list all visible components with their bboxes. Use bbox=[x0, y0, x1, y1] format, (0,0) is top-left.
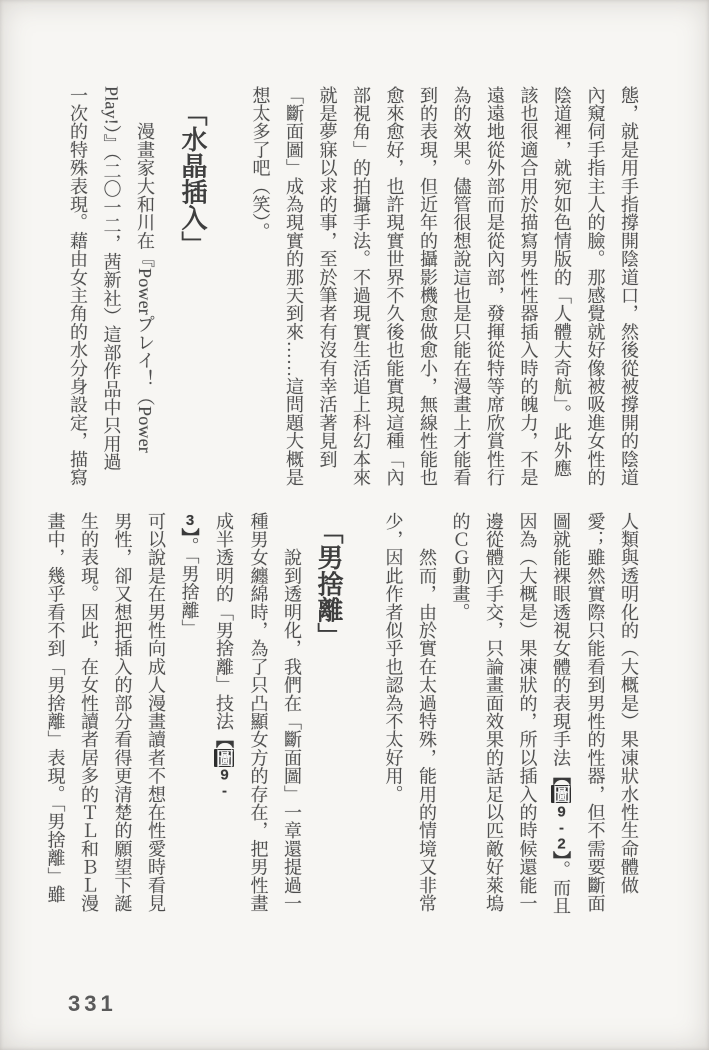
text-column: 陰道裡，就宛如色情版的「人體大奇航」。此外應 bbox=[552, 86, 572, 478]
text-column: Play!）』（二〇一二，茜新社）這部作品中只用過 bbox=[101, 86, 122, 471]
text-column: 該也很適合用於描寫男性性器插入時的魄力，不是 bbox=[518, 86, 539, 487]
section-heading-crystal-insertion: 「水晶插入」 bbox=[178, 100, 208, 258]
figure-ref-box: 圖 bbox=[551, 785, 571, 804]
text-column: 圖就能裸眼透視女體的表現手法【圖9-2】。而且 bbox=[551, 512, 571, 916]
text-column: 「斷面圖」成為現實的那天到來……這問題大概是 bbox=[284, 86, 304, 487]
text-column: 愈來愈好，也許現實世界不久後也能實現這種「內 bbox=[384, 86, 405, 487]
text-column: 畫中，幾乎看不到「男捨離」表現。「男捨離」雖 bbox=[45, 512, 66, 904]
page-number: 331 bbox=[68, 991, 117, 1016]
text-column: 一次的特殊表現。藉由女主角的水分身設定，描寫 bbox=[68, 86, 88, 487]
text-column: 少，因此作者似乎也認為不太好用。 bbox=[383, 512, 404, 804]
paragraph-continued bbox=[243, 86, 645, 490]
text-column: 的ＣＧ動畫。 bbox=[450, 512, 471, 622]
text-column: 因為（大概是）果凍狀的，所以插入的時候還能一 bbox=[517, 512, 538, 913]
text-column: 男性，卻又想把插入的部分看得更清楚的願望下誕 bbox=[112, 512, 133, 913]
text-column: 為的效果。儘管很想說這也是只能在漫畫上才能看 bbox=[451, 86, 472, 487]
text-column: 成半透明的「男捨離」技法【圖9-3】。「男捨離」 bbox=[179, 512, 234, 799]
text-block-top bbox=[61, 86, 646, 490]
text-column: 愛；雖然實際只能看到男性的性器，但不需要斷面 bbox=[585, 512, 606, 913]
text-column: 漫畫家大和川在『Powerプレイ！（Power bbox=[135, 86, 155, 453]
text-column: 種男女纏綿時，為了只凸顯女方的存在，把男性畫 bbox=[248, 512, 269, 913]
text-column: 到的表現，但近年的攝影機愈做愈小，無線性能也 bbox=[418, 86, 438, 487]
section-heading-danshari: 「男捨離」 bbox=[314, 518, 344, 649]
text-column: 想太多了吧（笑）。 bbox=[250, 86, 271, 241]
text-column: 就是夢寐以求的事，至於筆者有沒有幸活著見到 bbox=[317, 86, 338, 469]
paragraph-danshari bbox=[38, 512, 308, 916]
text-column: 可以說是在男性向成人漫畫讀者不想在性愛時看見 bbox=[146, 512, 166, 913]
text-column: 內窺伺手指主人的臉。那感覺就好像被吸進女性的 bbox=[585, 86, 606, 487]
text-column: 遠遠地從外部而是從內部，發揮從特等席欣賞性行 bbox=[485, 86, 505, 487]
text-column: 說到透明化，我們在「斷面圖」一章還提過一 bbox=[282, 512, 302, 913]
paragraph-transparent-body bbox=[376, 512, 645, 916]
text-column: 部視角」的拍攝手法。不過現實生活追上科幻本來 bbox=[351, 86, 371, 487]
text-column: 人類與透明化的（大概是）果凍狀水性生命體做 bbox=[619, 512, 639, 895]
paragraph-crystal-insertion bbox=[61, 86, 162, 490]
text-column: 生的表現。因此，在女性讀者居多的ＴＬ和ＢＬ漫 bbox=[79, 512, 99, 913]
text-column: 然而，由於實在太過特殊，能用的情境又非常 bbox=[417, 512, 437, 913]
text-block-bottom bbox=[38, 512, 645, 916]
text-column: 態，就是用手指撐開陰道口，然後從被撐開的陰道 bbox=[619, 86, 639, 487]
figure-ref-box: 圖 bbox=[214, 748, 234, 767]
text-column: 邊從體內手交，只論畫面效果的話足以匹敵好萊塢 bbox=[484, 512, 504, 913]
